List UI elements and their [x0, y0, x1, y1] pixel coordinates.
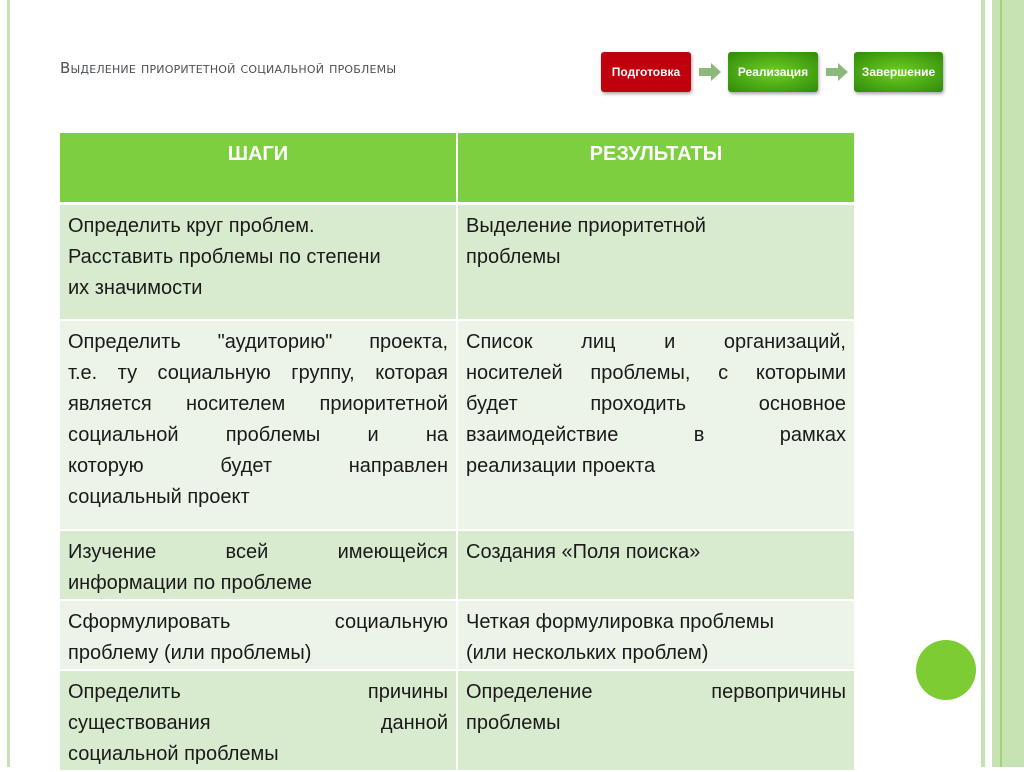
cell-text-line: социальной проблемы и на [68, 423, 448, 446]
step-cell [60, 204, 457, 320]
result-cell [457, 670, 855, 771]
cell-text-line: их значимости [68, 277, 203, 299]
process-step-preparation: Подготовка [601, 52, 691, 92]
result-cell [457, 320, 855, 530]
cell-text-line: носителей проблемы, с которыми [466, 361, 846, 384]
steps-results-table [60, 133, 856, 772]
arrow-right-icon [699, 63, 721, 81]
cell-text-line: Список лиц и организаций, [466, 330, 846, 353]
cell-text-line: Сформулировать социальную [68, 610, 448, 633]
right-decor-band [992, 0, 1024, 767]
table-row [60, 530, 855, 600]
result-cell [457, 530, 855, 600]
arrow-right-icon [826, 63, 848, 81]
right-decor-stripe [981, 0, 985, 767]
cell-text-line: является носителем приоритетной [68, 392, 448, 415]
cell-text-line: Определить "аудиторию" проекта, [68, 330, 448, 353]
decorative-circle [916, 640, 976, 700]
column-header-steps: ШАГИ [60, 133, 457, 204]
cell-text-line: Создания «Поля поиска» [466, 540, 701, 563]
cell-text-line: Изучение всей имеющейся [68, 540, 448, 563]
column-header-results: РЕЗУЛЬТАТЫ [457, 133, 855, 204]
cell-text-line: Расставить проблемы по степени [68, 246, 381, 268]
result-cell [457, 600, 855, 670]
cell-text-line: которую будет направлен [68, 454, 448, 477]
cell-text-line: проблемы [466, 711, 561, 734]
table-row [60, 600, 855, 670]
cell-text-line: (или нескольких проблем) [466, 641, 709, 664]
result-cell [457, 204, 855, 320]
left-border-stripe [7, 0, 10, 767]
cell-text-line: информации по проблеме [68, 571, 312, 594]
cell-text-line: Определить причины [68, 680, 448, 703]
cell-text-line: проблемы [466, 246, 561, 268]
cell-text-line: Определить круг проблем. [68, 215, 315, 237]
cell-text-line: проблему (или проблемы) [68, 641, 312, 664]
step-cell [60, 320, 457, 530]
process-step-completion: Завершение [854, 52, 943, 92]
table-row [60, 670, 855, 771]
cell-text-line: т.е. ту социальную группу, которая [68, 361, 448, 384]
cell-text-line: будет проходить основное [466, 392, 846, 415]
cell-text-line: существования данной [68, 711, 448, 734]
process-step-implementation: Реализация [728, 52, 818, 92]
cell-text-line: Выделение приоритетной [466, 215, 706, 237]
step-cell [60, 600, 457, 670]
step-cell [60, 670, 457, 771]
step-cell [60, 530, 457, 600]
table-row [60, 320, 855, 530]
cell-text-line: взаимодействие в рамках [466, 423, 846, 446]
cell-text-line: Определение первопричины [466, 680, 846, 703]
cell-text-line: социальный проект [68, 485, 250, 508]
table-row [60, 204, 855, 320]
cell-text-line: Четкая формулировка проблемы [466, 610, 775, 633]
cell-text-line: реализации проекта [466, 454, 656, 477]
right-decor-line [1000, 0, 1002, 767]
cell-text-line: социальной проблемы [68, 742, 279, 765]
slide-title: Выделение приоритетной социальной проблемы [60, 59, 397, 77]
